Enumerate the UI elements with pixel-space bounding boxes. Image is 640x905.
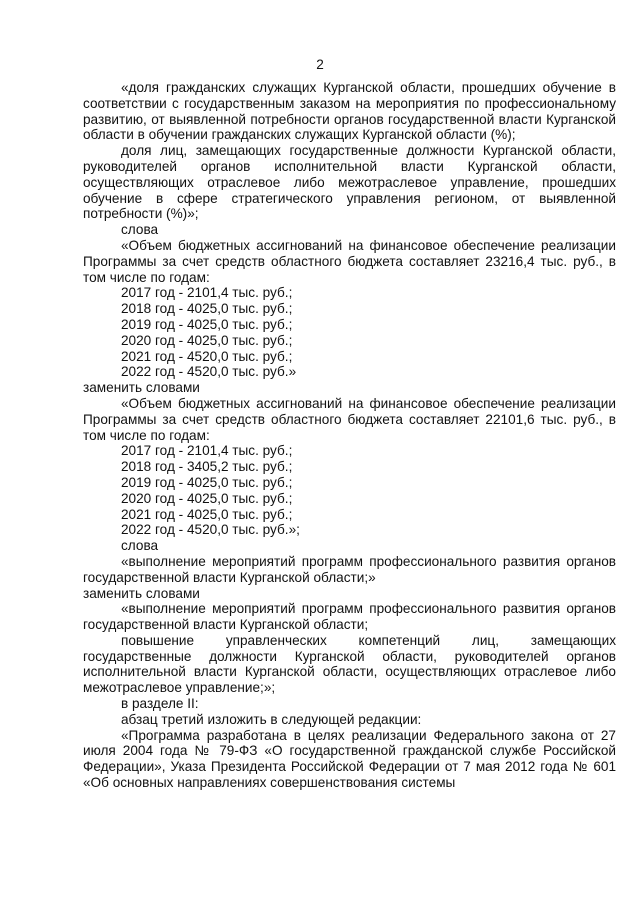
year-line: 2021 год - 4520,0 тыс. руб.; bbox=[121, 348, 293, 364]
instruction-line: абзац третий изложить в следующей редакции: bbox=[121, 711, 422, 727]
page-number: 2 bbox=[316, 57, 324, 72]
year-line: 2020 год - 4025,0 тыс. руб.; bbox=[121, 332, 293, 348]
years-list-old bbox=[83, 285, 616, 380]
years-list-new bbox=[83, 443, 616, 538]
year-line: 2019 год - 4025,0 тыс. руб.; bbox=[121, 316, 293, 332]
paragraph-p1: «доля гражданских служащих Курганской области, прошедших обучение в соответствии с государственным заказом на мероприятия по профессиональному развитию, от выявленной потребности органов государственной власти Курганской области в обучении гражданских служащих Курганской области (%); bbox=[83, 80, 616, 143]
paragraph-p2: доля лиц, замещающих государственные должности Курганской области, руководителей органов исполнительной власти Курганской области, осуществляющих отраслевое либо межотраслевое управление, прошедших обучение в сфере стратегического управления регионом, от выявленной потребности (%)»; bbox=[83, 143, 616, 222]
word-slova-2: слова bbox=[121, 538, 159, 554]
year-line: 2019 год - 4025,0 тыс. руб.; bbox=[121, 474, 293, 490]
section-ref: в разделе II: bbox=[121, 696, 199, 712]
paragraph-p3: «Объем бюджетных ассигнований на финансовое обеспечение реализации Программы за счет средств областного бюджета составляет 23216,4 тыс. руб., в том числе по годам: bbox=[83, 237, 616, 285]
document-body bbox=[83, 80, 616, 791]
paragraph-p8: «Программа разработана в целях реализации Федерального закона от 27 июля 2004 года № 79-ФЗ «О государственной гражданской службе Российской Федерации», Указа Президента Российской Федерации от 7 мая 2012 года № 601 «Об основных направлениях совершенствования системы bbox=[83, 727, 616, 791]
replace-with-1: заменить словами bbox=[83, 380, 200, 396]
year-line: 2021 год - 4025,0 тыс. руб.; bbox=[121, 506, 293, 522]
replace-with-2: заменить словами bbox=[83, 585, 200, 601]
year-line: 2018 год - 4025,0 тыс. руб.; bbox=[121, 301, 293, 317]
word-slova-1: слова bbox=[121, 222, 159, 238]
year-line: 2020 год - 4025,0 тыс. руб.; bbox=[121, 490, 293, 506]
year-line: 2017 год - 2101,4 тыс. руб.; bbox=[121, 285, 293, 301]
paragraph-p5: «выполнение мероприятий программ профессионального развития органов государственной власти Курганской области;» bbox=[83, 553, 616, 585]
paragraph-p4: «Объем бюджетных ассигнований на финансовое обеспечение реализации Программы за счет средств областного бюджета составляет 22101,6 тыс. руб., в том числе по годам: bbox=[83, 395, 616, 443]
year-line: 2017 год - 2101,4 тыс. руб.; bbox=[121, 443, 293, 459]
year-line: 2022 год - 4520,0 тыс. руб.»; bbox=[121, 522, 300, 538]
paragraph-p7: повышение управленческих компетенций лиц, замещающих государственные должности Курганской области, руководителей органов исполнительной власти Курганской области, осуществляющих отраслевое либо межотраслевое управление;»; bbox=[83, 632, 616, 696]
year-line: 2022 год - 4520,0 тыс. руб.» bbox=[121, 364, 297, 380]
paragraph-p6: «выполнение мероприятий программ профессионального развития органов государственной власти Курганской области; bbox=[83, 601, 616, 633]
year-line: 2018 год - 3405,2 тыс. руб.; bbox=[121, 459, 293, 475]
